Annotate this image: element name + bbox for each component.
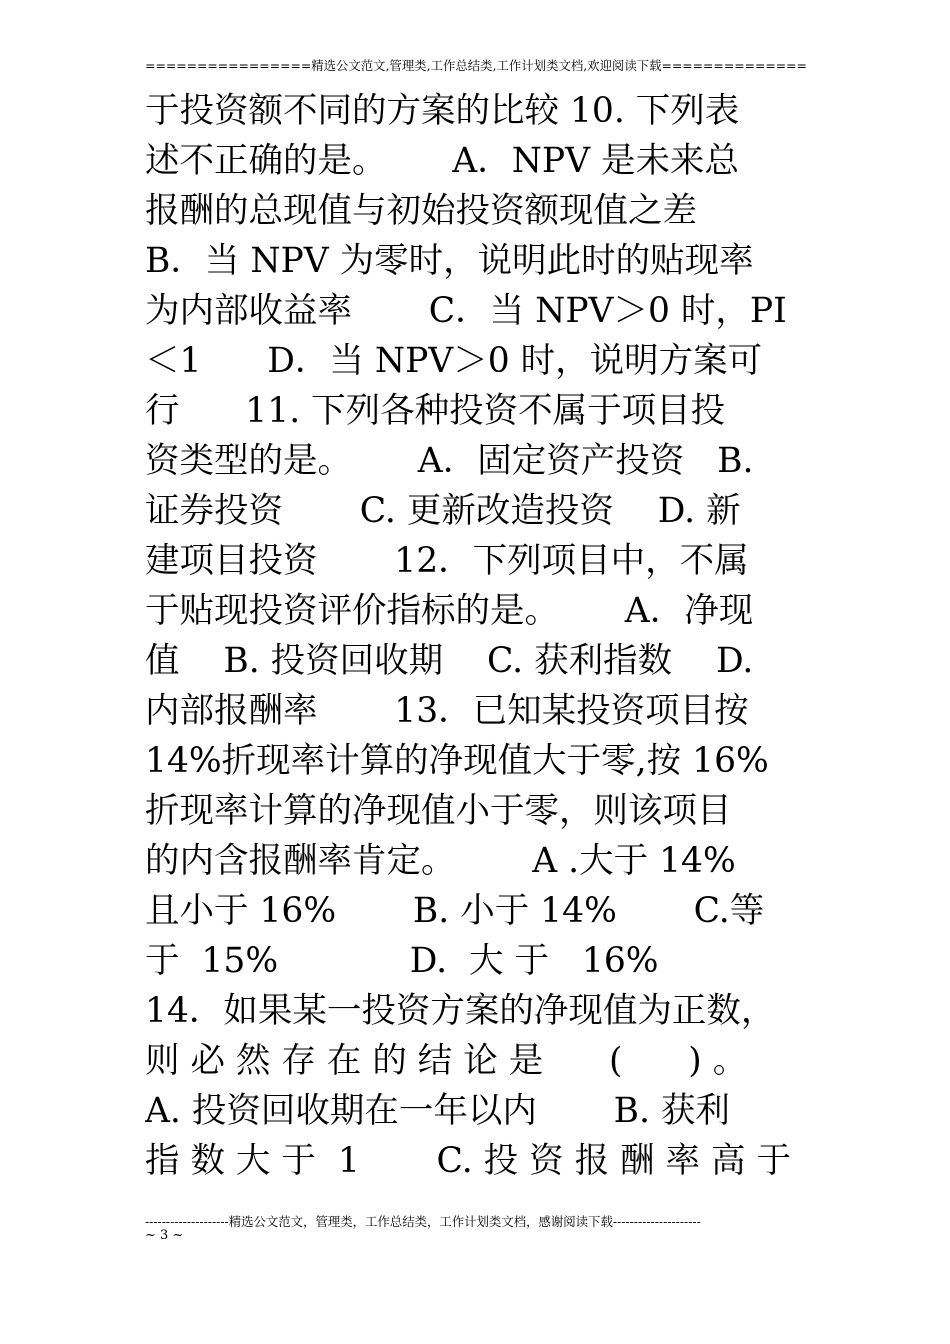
body-line: 为内部收益率 C．当 NPV＞0 时，PI <box>145 291 787 331</box>
body-line: 且小于 16% B. 小于 14% C.等 <box>145 891 765 931</box>
body-line: 于投资额不同的方案的比较 10. 下列表 <box>145 91 740 131</box>
body-line: 于 15% D. 大 于 16% <box>145 941 659 981</box>
body-line: 14．如果某一投资方案的净现值为正数， <box>145 991 776 1031</box>
body-line: 值 B. 投资回收期 C. 获利指数 D. <box>145 641 754 681</box>
body-line: 指 数 大 于 1 C. 投 资 报 酬 率 高 于 <box>145 1141 791 1181</box>
body-line: 述不正确的是。 A．NPV 是未来总 <box>145 141 739 181</box>
body-line: 则 必 然 存 在 的 结 论 是 ( ) 。 <box>145 1041 748 1081</box>
body-line: 资类型的是。 A．固定资产投资 B. <box>145 441 754 481</box>
body-line: B．当 NPV 为零时，说明此时的贴现率 <box>145 241 754 281</box>
body-line: 报酬的总现值与初始投资额现值之差 <box>145 191 697 231</box>
body-line: 折现率计算的净现值小于零，则该项目 <box>145 791 732 831</box>
body-line: 证券投资 C. 更新改造投资 D. 新 <box>145 491 741 531</box>
page-number: ~ 3 ~ <box>145 1228 184 1243</box>
body-line: 于贴现投资评价指标的是。 A．净现 <box>145 591 754 631</box>
body-line: 14%折现率计算的净现值大于零,按 16% <box>145 741 769 781</box>
body-line: A. 投资回收期在一年以内 B. 获利 <box>145 1091 730 1131</box>
body-line: 行 11. 下列各种投资不属于项目投 <box>145 391 726 431</box>
body-line: 的内含报酬率肯定。 A .大于 14% <box>145 841 736 881</box>
body-line: 内部报酬率 13．已知某投资项目按 <box>145 691 749 731</box>
body-line: 建项目投资 12．下列项目中，不属 <box>145 541 749 581</box>
page-footer: --------------------精选公文范文，管理类，工作总结类，工作计划类文档，感谢阅读下载--------------------- <box>145 1214 701 1229</box>
body-line: ＜1 D．当 NPV＞0 时，说明方案可 <box>145 341 763 381</box>
document-body <box>145 86 807 1186</box>
page-header: ================精选公文范文,管理类,工作总结类,工作计划类文档,欢迎阅读下载============== <box>145 58 807 73</box>
